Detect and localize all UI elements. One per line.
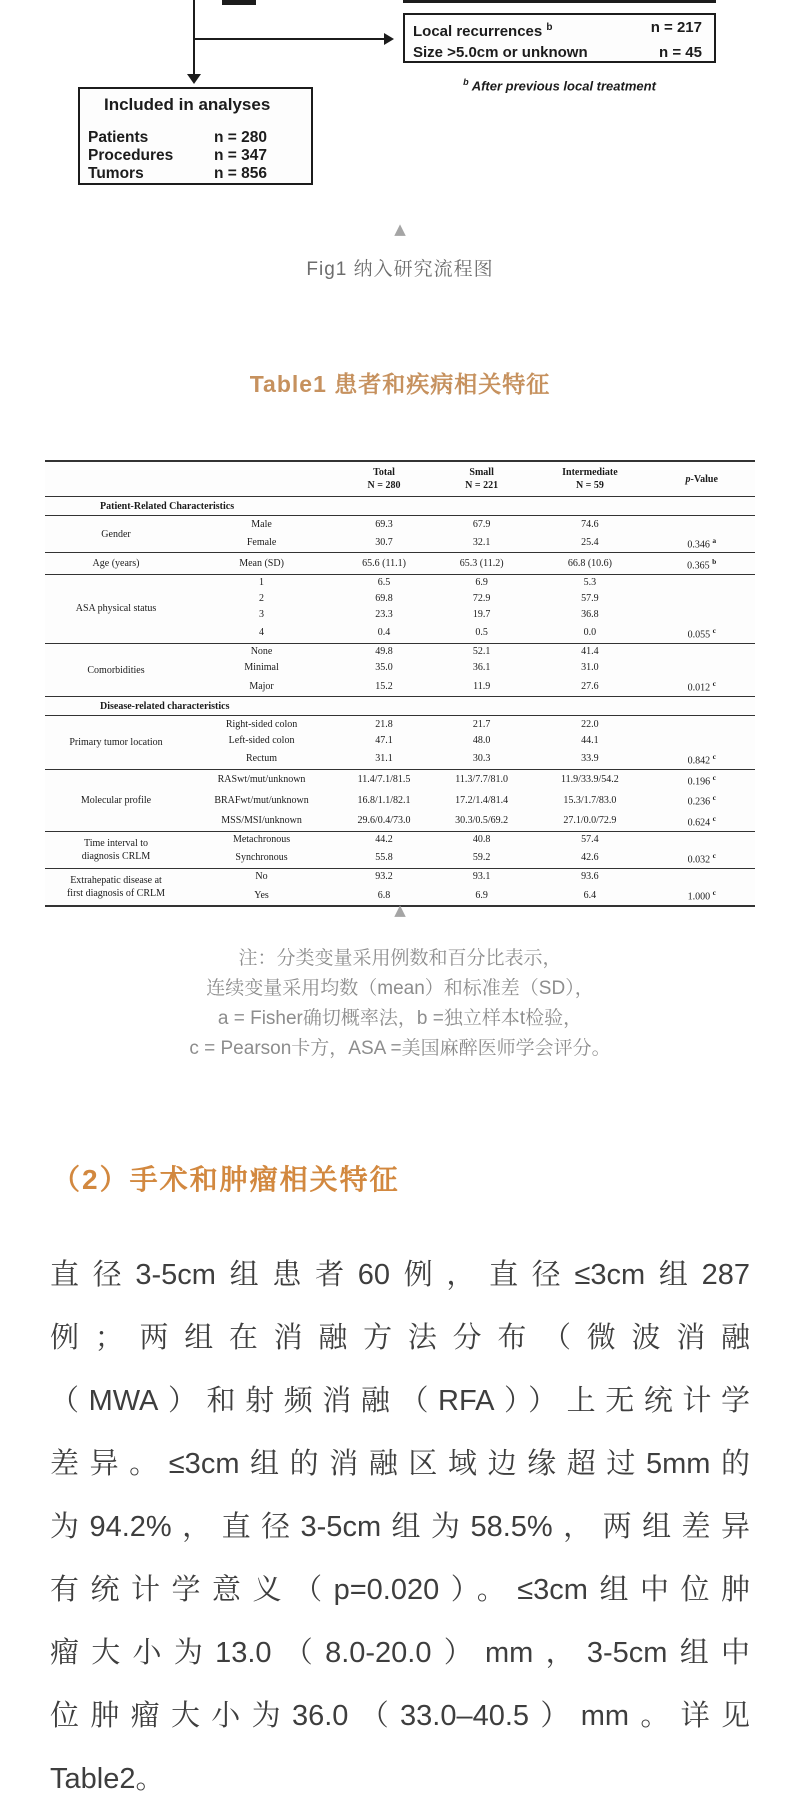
note-line: 注：分类变量采用例数和百分比表示， xyxy=(238,948,562,969)
paragraph-line: 例；两组在消融方法分布（微波消融 xyxy=(50,1322,750,1354)
note-line: a = Fisher确切概率法，b =独立样本t检验， xyxy=(217,1008,583,1029)
cell-pvalue: 0.196 $^c$ xyxy=(648,769,755,790)
cell-total: 16.8/1.1/82.1 xyxy=(357,794,411,806)
cell-inter: 31.0 xyxy=(581,662,599,674)
cell-total: 31.1 xyxy=(375,752,393,764)
cell-total: 69.3 xyxy=(336,516,432,533)
row-label: Procedures xyxy=(88,147,174,164)
table-section-row: Patient-Related Characteristics xyxy=(45,497,755,516)
cell-small: 19.7 xyxy=(472,609,491,621)
note-line: c = Pearson卡方，ASA =美国麻醉医师学会评分。 xyxy=(189,1038,611,1059)
cell-inter: 66.8 (10.6) xyxy=(531,553,648,574)
cell-small: 65.3 (11.2) xyxy=(432,553,531,574)
table1-title: Table1 患者和疾病相关特征 xyxy=(249,371,551,397)
cell-pvalue: 0.365 $^b$ xyxy=(648,553,755,574)
cell-total: 93.2 xyxy=(336,868,432,885)
cell-small: 72.9 xyxy=(472,593,491,605)
row-category: Molecular profile xyxy=(45,769,187,831)
paragraph-line: 瘤大小为13.0（8.0-20.0）mm，3-5cm组中 xyxy=(50,1637,750,1669)
cell-total: 44.2 xyxy=(336,831,432,848)
cell-sub: None xyxy=(187,643,336,660)
cell-total: 49.8 xyxy=(336,643,432,660)
row-category: ASA physical status xyxy=(45,574,187,643)
cropped-box-bottom-edge xyxy=(403,0,716,3)
cell-pvalue: 0.624 $^c$ xyxy=(687,813,716,829)
cell-small: 0.5 xyxy=(475,627,488,639)
cell-pvalue xyxy=(648,574,755,591)
row-category: Time interval to diagnosis CRLM xyxy=(45,831,187,868)
cell-total: 23.3 xyxy=(375,609,393,621)
cell-inter: 57.4 xyxy=(531,831,648,848)
cell-sub: Female xyxy=(246,536,277,548)
cell-inter: 93.6 xyxy=(531,868,648,885)
arrow-down-icon xyxy=(187,74,201,84)
cell-pvalue xyxy=(648,660,755,676)
cell-total: 55.8 xyxy=(375,852,393,864)
cell-small: 93.1 xyxy=(432,868,531,885)
flow-connector-horizontal xyxy=(194,38,384,40)
cell-sub: BRAFwt/mut/unknown xyxy=(214,794,309,806)
row-value: n = 856 xyxy=(214,165,267,182)
table-row xyxy=(45,516,755,533)
excluded-recurrence-box xyxy=(403,13,716,63)
table-row xyxy=(45,769,755,790)
cell-pvalue: 0.346 $^a$ xyxy=(687,535,717,550)
cell-inter: 0.0 xyxy=(583,627,597,639)
arrow-right-icon xyxy=(384,33,394,45)
row-label: Size >5.0cm or unknown xyxy=(413,44,588,61)
cell-inter: 41.4 xyxy=(531,643,648,660)
cell-sub: Left-sided colon xyxy=(228,734,295,746)
row-category: Extrahepatic disease at first diagnosis of CRLM xyxy=(45,868,187,906)
cell-pvalue xyxy=(648,516,755,533)
included-in-analyses-box xyxy=(78,87,313,185)
table-row xyxy=(45,553,755,574)
cell-sub: Synchronous xyxy=(235,852,288,864)
col-header-intermediate: Intermediate N = 59 xyxy=(531,461,648,497)
table1 xyxy=(45,460,755,907)
paragraph-line: 直径3-5cm组患者60例，直径≤3cm组287 xyxy=(50,1259,750,1291)
cell-pvalue: 0.012 $^c$ xyxy=(687,679,716,694)
cell-total: 21.8 xyxy=(336,716,432,733)
paragraph-line: 有统计学意义（p=0.020）。≤3cm组中位肿 xyxy=(50,1574,750,1606)
collapse-triangle-icon: ▲ xyxy=(394,220,406,238)
cell-total: 0.4 xyxy=(377,627,391,639)
cell-total: 30.7 xyxy=(375,536,393,548)
cell-small: 52.1 xyxy=(432,643,531,660)
cell-pvalue: 0.842 $^c$ xyxy=(687,751,716,767)
cell-sub: Mean (SD) xyxy=(187,553,336,574)
cell-inter: 33.9 xyxy=(581,752,599,764)
table-note xyxy=(0,944,800,1064)
col-header-empty xyxy=(45,461,187,497)
cell-total: 15.2 xyxy=(375,680,393,692)
row-category: Comorbidities xyxy=(45,643,187,696)
table-row xyxy=(45,574,755,591)
cell-total: 35.0 xyxy=(375,662,393,674)
section2-paragraph xyxy=(50,1244,750,1811)
table-header-row xyxy=(45,461,755,497)
table-section-row: Disease-related characteristics xyxy=(45,697,755,716)
cell-pvalue: 0.055 $^c$ xyxy=(687,626,716,641)
row-label: Local recurrences $^b$ xyxy=(413,22,553,40)
flowchart-footnote: $^b$ After previous local treatment xyxy=(463,77,656,94)
cell-inter: 44.1 xyxy=(581,734,599,746)
cell-sub: MSS/MSI/unknown xyxy=(221,814,302,826)
flow-box-row xyxy=(88,147,303,165)
cell-pvalue xyxy=(648,607,755,623)
cell-inter: 36.8 xyxy=(581,609,599,621)
table-row xyxy=(45,868,755,885)
cell-total: 11.4/7.1/81.5 xyxy=(336,769,432,790)
cell-sub: Major xyxy=(249,680,274,692)
cell-small: 30.3/0.5/69.2 xyxy=(455,814,509,826)
cell-sub: RASwt/mut/unknown xyxy=(187,769,336,790)
cell-sub: Yes xyxy=(254,889,269,901)
cell-sub: Metachronous xyxy=(187,831,336,848)
paragraph-line: 为94.2%，直径3-5cm组为58.5%，两组差异 xyxy=(50,1511,750,1543)
cell-total: 47.1 xyxy=(375,734,393,746)
table-row xyxy=(45,716,755,733)
cell-pvalue xyxy=(648,716,755,733)
cell-small: 32.1 xyxy=(472,536,491,548)
cell-sub: Male xyxy=(187,516,336,533)
cell-small: 36.1 xyxy=(472,662,491,674)
cell-pvalue xyxy=(648,868,755,885)
collapse-triangle-icon: ▲ xyxy=(394,901,406,919)
cell-pvalue xyxy=(648,643,755,660)
cell-sub: Right-sided colon xyxy=(187,716,336,733)
flow-connector-vertical xyxy=(193,0,195,74)
cell-inter: 25.4 xyxy=(581,536,599,548)
row-category: Primary tumor location xyxy=(45,716,187,769)
cell-inter: 5.3 xyxy=(531,574,648,591)
cell-total: 65.6 (11.1) xyxy=(336,553,432,574)
cell-small: 17.2/1.4/81.4 xyxy=(455,794,509,806)
table1-container xyxy=(45,460,755,907)
cell-inter: 42.6 xyxy=(581,852,599,864)
table1-body xyxy=(45,497,755,907)
paragraph-line: Table2。 xyxy=(50,1763,165,1795)
cell-small: 59.2 xyxy=(472,852,491,864)
cell-small: 6.9 xyxy=(432,574,531,591)
row-label: Patients xyxy=(88,129,149,146)
flow-box-row xyxy=(88,165,303,183)
cell-small: 40.8 xyxy=(432,831,531,848)
flow-box-row xyxy=(413,42,702,63)
cell-small: 48.0 xyxy=(472,734,491,746)
row-category: Age (years) xyxy=(45,553,187,574)
col-header-small: Small N = 221 xyxy=(432,461,531,497)
cell-inter: 57.9 xyxy=(581,593,599,605)
cell-inter: 22.0 xyxy=(531,716,648,733)
cell-small: 11.3/7.7/81.0 xyxy=(432,769,531,790)
cropped-box-fragment xyxy=(222,0,256,5)
cell-inter: 27.6 xyxy=(581,680,599,692)
row-label: Tumors xyxy=(88,165,144,182)
box-title: Included in analyses xyxy=(104,95,271,114)
cell-sub: 4 xyxy=(259,627,265,639)
row-value: n = 347 xyxy=(214,147,267,164)
cell-total: 6.8 xyxy=(377,889,391,901)
cell-inter: 27.1/0.0/72.9 xyxy=(563,814,617,826)
row-value: n = 45 xyxy=(659,44,702,61)
cell-inter: 15.3/1.7/83.0 xyxy=(563,794,617,806)
cell-sub: 1 xyxy=(187,574,336,591)
cell-inter: 11.9/33.9/54.2 xyxy=(531,769,648,790)
cell-small: 30.3 xyxy=(472,752,491,764)
cell-small: 67.9 xyxy=(432,516,531,533)
section2-heading: （2）手术和肿瘤相关特征 xyxy=(52,1164,400,1195)
col-header-total: Total N = 280 xyxy=(336,461,432,497)
flow-box-row xyxy=(88,129,303,147)
cell-total: 29.6/0.4/73.0 xyxy=(357,814,411,826)
note-line: 连续变量采用均数（mean）和标准差（SD）， xyxy=(206,978,594,999)
table-row xyxy=(45,643,755,660)
cell-pvalue xyxy=(648,591,755,607)
cell-pvalue xyxy=(648,831,755,848)
cell-inter: 6.4 xyxy=(583,889,597,901)
row-value: n = 280 xyxy=(214,129,267,146)
row-category: Gender xyxy=(45,516,187,553)
paragraph-line: 位肿瘤大小为36.0（33.0–40.5）mm。详见 xyxy=(50,1700,750,1732)
cell-small: 11.9 xyxy=(473,680,491,692)
cell-small: 6.9 xyxy=(475,889,488,901)
col-header-empty xyxy=(187,461,336,497)
row-value: n = 217 xyxy=(650,19,702,36)
table-row xyxy=(45,831,755,848)
cell-total: 69.8 xyxy=(375,593,393,605)
cell-pvalue: 1.000 $^c$ xyxy=(687,888,716,903)
flow-box-row xyxy=(413,17,702,42)
cell-sub: 2 xyxy=(259,593,265,605)
cell-inter: 74.6 xyxy=(531,516,648,533)
paragraph-line: （MWA）和射频消融（RFA））上无统计学 xyxy=(50,1385,750,1417)
cell-sub: No xyxy=(187,868,336,885)
figure-caption: Fig1 纳入研究流程图 xyxy=(306,259,494,280)
paragraph-line: 差异。≤3cm组的消融区域边缘超过5mm的 xyxy=(50,1448,750,1480)
cell-small: 21.7 xyxy=(432,716,531,733)
cell-total: 6.5 xyxy=(336,574,432,591)
cell-pvalue: 0.032 $^c$ xyxy=(687,851,716,866)
col-header-pvalue: p-Value xyxy=(648,461,755,497)
cell-sub: Rectum xyxy=(245,752,278,764)
cell-pvalue xyxy=(648,732,755,748)
cell-pvalue: 0.236 $^c$ xyxy=(687,793,716,808)
cell-sub: Minimal xyxy=(244,662,279,674)
cell-sub: 3 xyxy=(259,609,265,621)
